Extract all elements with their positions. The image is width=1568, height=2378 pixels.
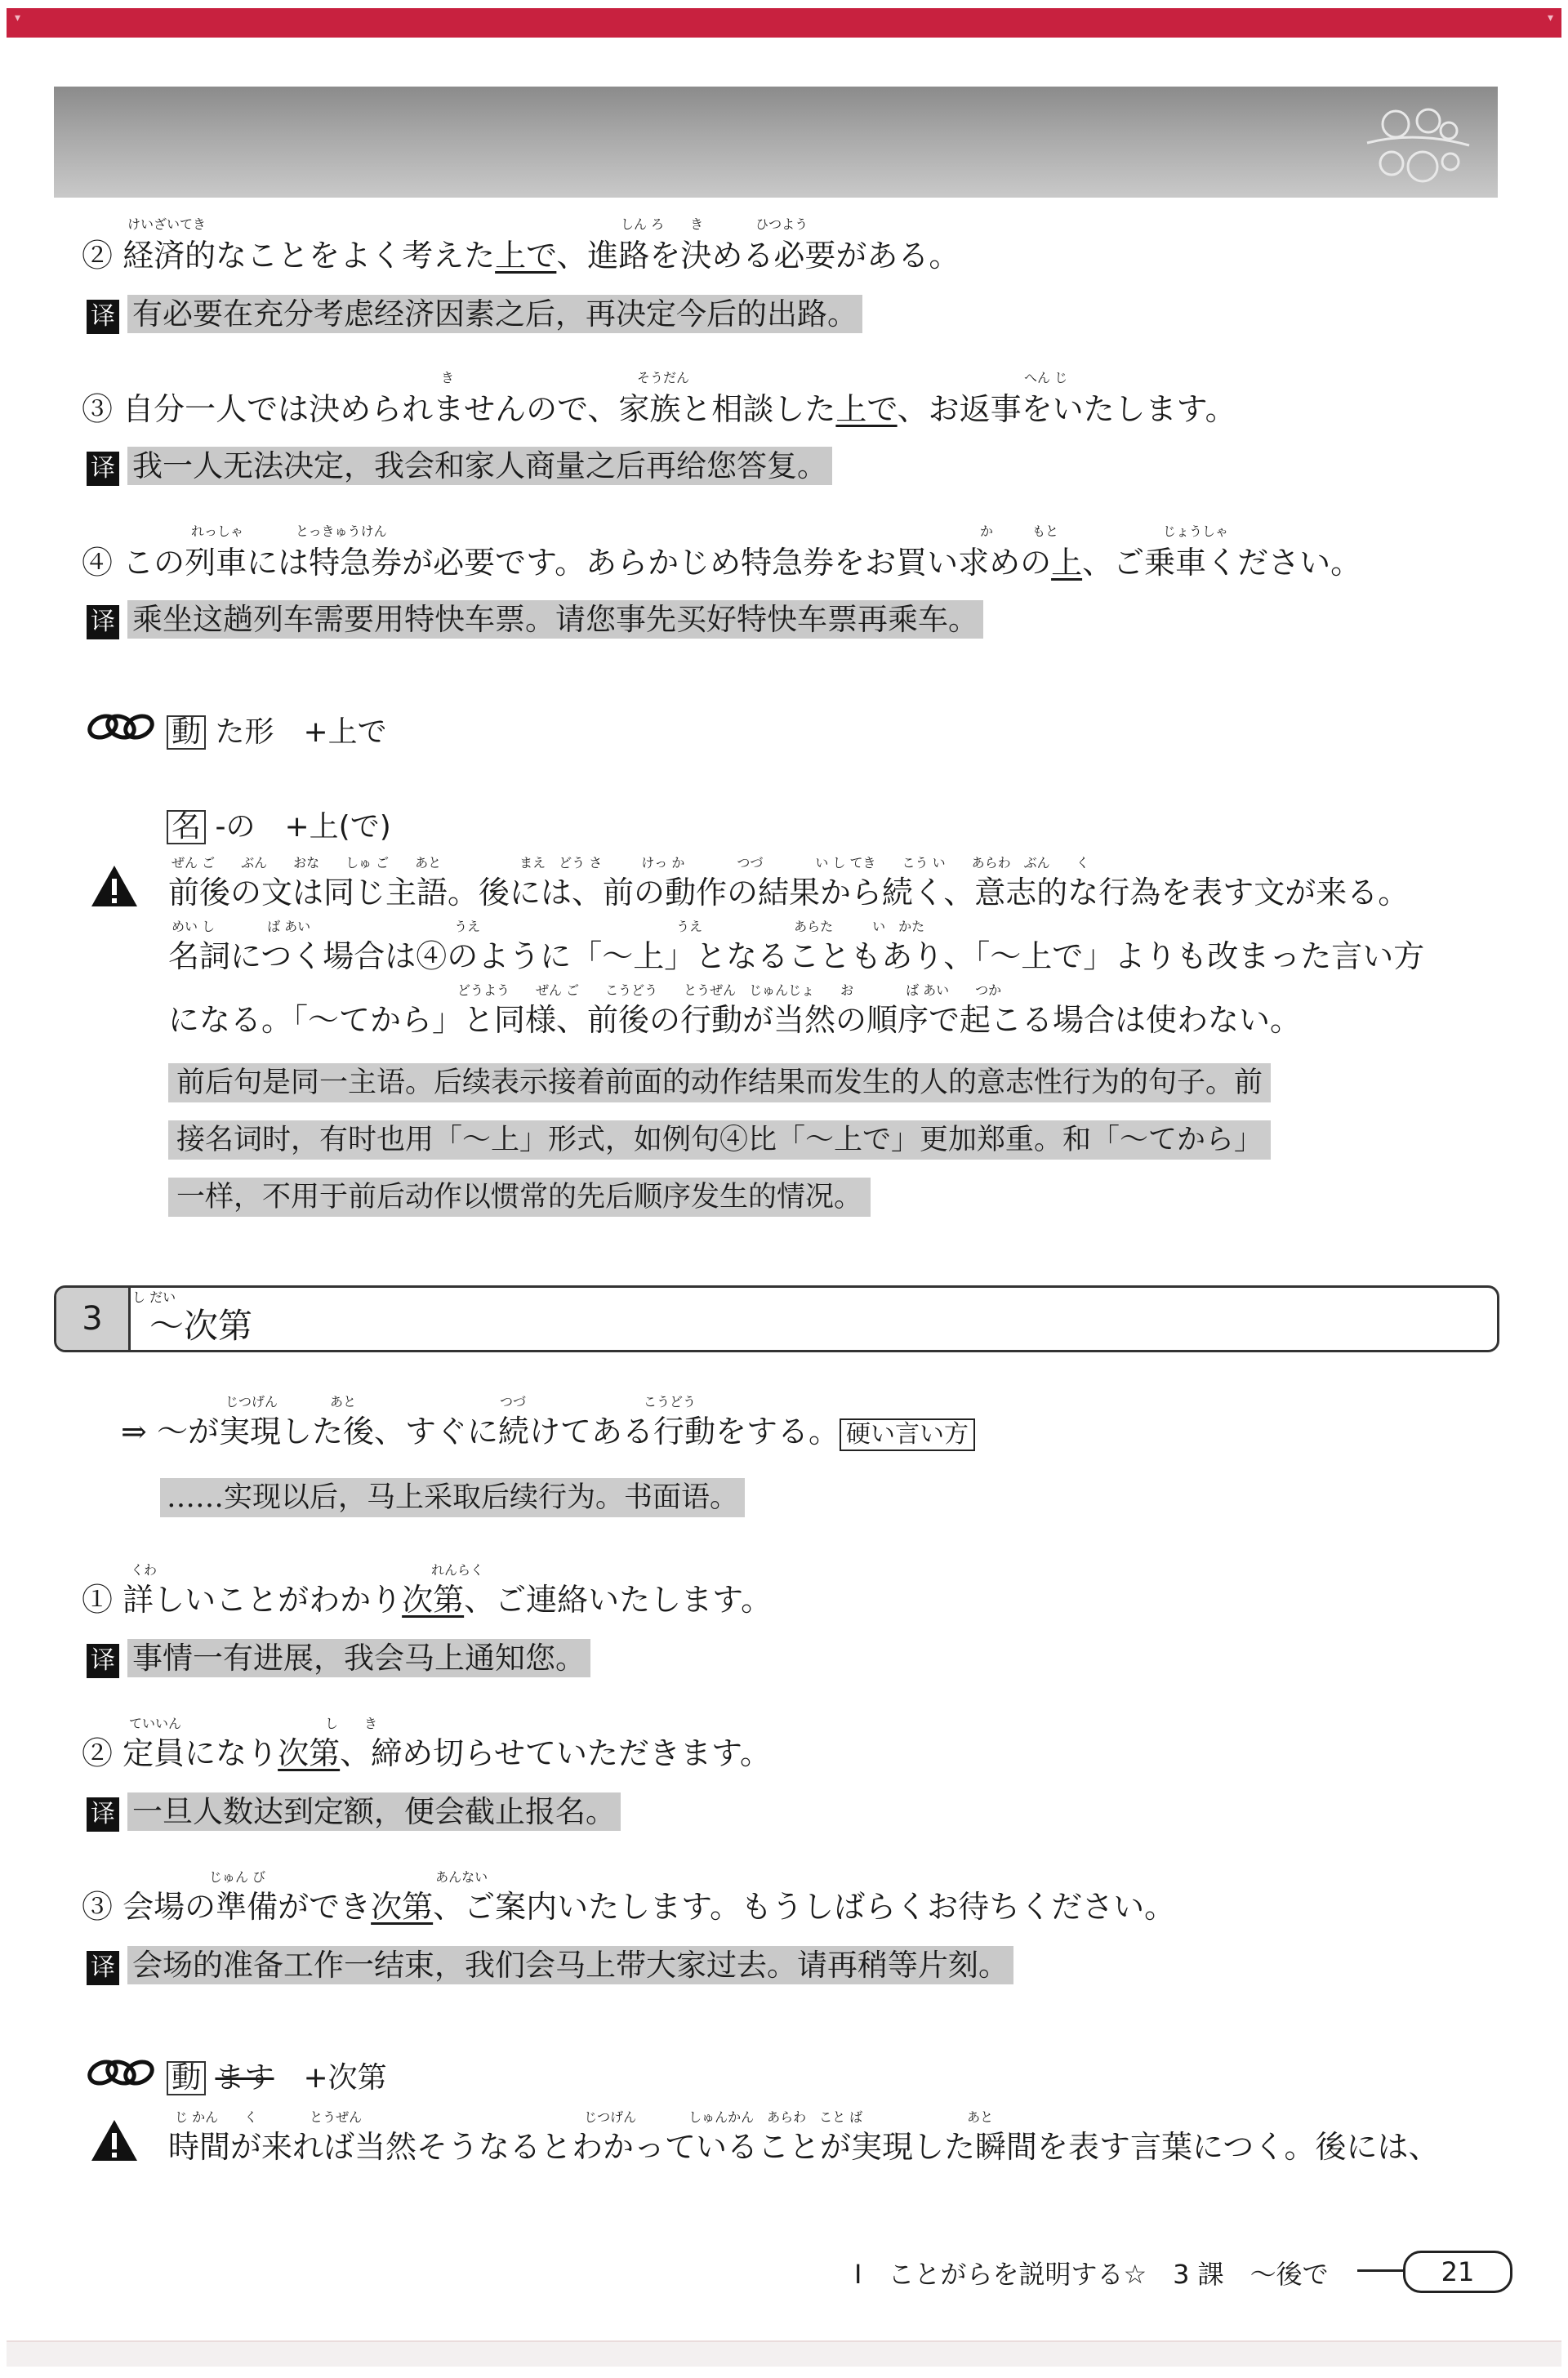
definition-line: ⇒ 〜が実現した後、すぐに続けてある行動をする。 硬い言い方 (121, 1406, 975, 1451)
connection-rings-icon (85, 710, 157, 743)
corner-mark-right-icon: ▾ (1547, 11, 1553, 24)
rule-1-verb-form: 動 た形 +上で (167, 709, 387, 750)
translation-mark: 译 (87, 1951, 119, 1985)
example-3-translation: 译 我一人无法决定，我会和家人商量之后再给您答复。 (87, 441, 832, 486)
note-1-cn-line-2: 接名词时，有时也用「〜上」形式，如例句④比「〜上で」更加郑重。和「〜てから」 (168, 1117, 1271, 1158)
warning-icon (90, 2118, 139, 2162)
formal-style-tag: 硬い言い方 (840, 1418, 975, 1451)
section-title-ruby: し だい (132, 1289, 176, 1305)
connection-rings-icon (85, 2056, 157, 2089)
example-2-translation: 译 有必要在充分考虑经济因素之后，再决定今后的出路。 (87, 289, 862, 334)
note-1-cn-line-3: 一样，不用于前后动作以惯常的先后顺序发生的情况。 (168, 1174, 871, 1215)
translation-mark: 译 (87, 452, 119, 486)
top-color-bar (7, 8, 1561, 38)
example-3-sentence: ③ 自分一人では決められませんので、家族と相談した上で、お返事をいたします。 (82, 391, 1236, 427)
warning-icon (90, 864, 139, 908)
note-1-line-3: になる。「〜てから」と同様、前後の行動が当然の順序で起こる場合は使わない。 (168, 1002, 1302, 1038)
footer-divider (1357, 2269, 1405, 2272)
bottom-bar (7, 2340, 1561, 2367)
header-band (54, 87, 1498, 198)
page-number: 21 (1403, 2251, 1512, 2293)
translation-mark: 译 (87, 605, 119, 639)
section-header (54, 1285, 1499, 1352)
translation-mark: 译 (87, 1644, 119, 1678)
rule-1-noun-form: 名 -の +上(で) (167, 804, 391, 845)
corner-mark-left-icon: ▾ (15, 11, 21, 24)
note-1-line-1: 前後の文は同じ主語。後には、前の動作の結果から続く、意志的な行為を表す文が来る。 (168, 875, 1410, 911)
note-1-line-2: 名詞につく場合は④のように「〜上」となることもあり、「〜上で」よりも改まった言い方 (168, 938, 1425, 974)
note-2-line-1: 時間が来れば当然そうなるとわかっていることが実現した瞬間を表す言葉につく。後には、 (168, 2129, 1440, 2165)
example-4-translation: 译 乘坐这趟列车需要用特快车票。请您事先买好特快车票再乘车。 (87, 594, 983, 639)
note-1-cn-line-1: 前后句是同一主语。后续表示接着前面的动作结果而发生的人的意志性行为的句子。前 (168, 1060, 1271, 1101)
section-title: 〜次第 (149, 1306, 253, 1346)
decorative-swirl-icon (1359, 98, 1473, 188)
section-number: 3 (56, 1288, 131, 1350)
page-footer: Ⅰ ことがらを説明する☆ 3 課 〜後で (854, 2259, 1329, 2290)
arrow-icon: ⇒ (121, 1414, 147, 1450)
example-b2-translation: 译 一旦人数达到定额，便会截止报名。 (87, 1787, 621, 1832)
example-b3-sentence: ③ 会場の準備ができ次第、ご案内いたします。もうしばらくお待ちください。 (82, 1889, 1176, 1925)
example-b1-translation: 译 事情一有进展，我会马上通知您。 (87, 1633, 590, 1678)
example-2-sentence: ② 経済的なことをよく考えた上で、進路を決める必要がある。 (82, 238, 960, 274)
translation-mark: 译 (87, 300, 119, 334)
example-b3-translation: 译 会场的准备工作一结束，我们会马上带大家过去。请再稍等片刻。 (87, 1940, 1013, 1985)
rule-2-verb-form: 動 ます +次第 (167, 2055, 387, 2096)
definition-cn: ……实现以后，马上采取后续行为。书面语。 (160, 1475, 745, 1516)
example-b2-sentence: ② 定員になり次第、締め切らせていただきます。 (82, 1735, 771, 1771)
example-4-sentence: ④ この列車には特急券が必要です。あらかじめ特急券をお買い求めの上、ご乗車ください。 (82, 545, 1362, 581)
translation-mark: 译 (87, 1797, 119, 1832)
example-b1-sentence: ① 詳しいことがわかり次第、ご連絡いたします。 (82, 1582, 773, 1618)
